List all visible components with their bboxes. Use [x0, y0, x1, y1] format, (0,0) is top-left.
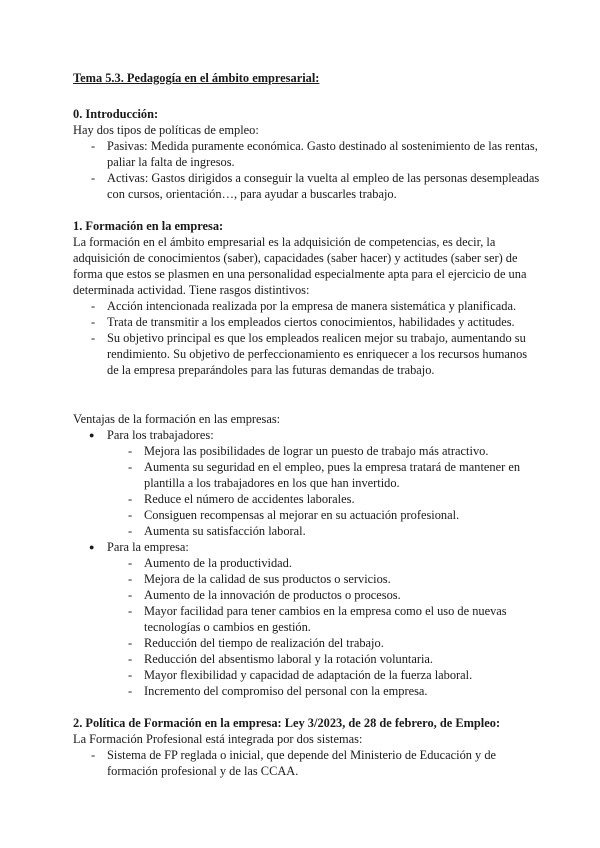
list-item: - Trata de transmitir a los empleados ciertos conocimientos, habilidades y actitudes.	[73, 314, 540, 330]
section-title: 0. Introducción:	[73, 107, 159, 121]
list-item: - Reducción del absentismo laboral y la rotación voluntaria.	[73, 651, 540, 667]
dash-list	[73, 138, 540, 202]
section-introduccion	[73, 106, 540, 202]
list-item: - Sistema de FP reglada o inicial, que depende del Ministerio de Educación y de formación profesional y de las CCAA.	[73, 747, 540, 779]
paragraph: Ventajas de la formación en las empresas:	[73, 412, 281, 426]
spacer	[73, 202, 540, 218]
list-item: - Aumento de la productividad.	[73, 555, 540, 571]
list-item: - Mayor facilidad para tener cambios en la empresa como el uso de nuevas tecnologías o cambios en gestión.	[73, 603, 540, 635]
paragraph: La formación en el ámbito empresarial es la adquisición de competencias, es decir, la adquisición de conocimientos (saber), capacidades (saber hacer) y actitudes (saber ser) de forma que estos se plasmen en una personalidad especialmente apta para el ejercicio de una determinada actividad. Tiene rasgos distintivos:	[73, 235, 527, 297]
list-item: - Consiguen recompensas al mejorar en su actuación profesional.	[73, 507, 540, 523]
list-item: - Mayor flexibilidad y capacidad de adaptación de la fuerza laboral.	[73, 667, 540, 683]
list-item: - Acción intencionada realizada por la empresa de manera sistemática y planificada.	[73, 298, 540, 314]
list-item: - Aumenta su seguridad en el empleo, pues la empresa tratará de mantener en plantilla a los trabajadores en los que han invertido.	[73, 459, 540, 491]
document-title: Tema 5.3. Pedagogía en el ámbito empresarial:	[73, 71, 320, 85]
section-politica-formacion	[73, 715, 540, 779]
list-item: - Aumento de la innovación de productos o procesos.	[73, 587, 540, 603]
bullet-label: Para la empresa:	[107, 540, 189, 554]
list-item: - Aumenta su satisfacción laboral.	[73, 523, 540, 539]
bullet-label: Para los trabajadores:	[107, 428, 214, 442]
list-item: - Mejora de la calidad de sus productos o servicios.	[73, 571, 540, 587]
list-item: - Incremento del compromiso del personal con la empresa.	[73, 683, 540, 699]
spacer	[73, 378, 540, 394]
list-item: - Reduce el número de accidentes laborales.	[73, 491, 540, 507]
bullet-list	[73, 427, 540, 443]
section-formacion	[73, 218, 540, 699]
section-title: 2. Política de Formación en la empresa: Ley 3/2023, de 28 de febrero, de Empleo:	[73, 716, 501, 730]
list-item: - Reducción del tiempo de realización del trabajo.	[73, 635, 540, 651]
bullet-item	[73, 427, 540, 443]
sub-list	[73, 555, 540, 699]
bullet-item	[73, 539, 540, 555]
dash-list	[73, 298, 540, 378]
paragraph: Hay dos tipos de políticas de empleo:	[73, 123, 259, 137]
section-title: 1. Formación en la empresa:	[73, 219, 224, 233]
list-item: - Pasivas: Medida puramente económica. Gasto destinado al sostenimiento de las rentas, paliar la falta de ingresos.	[73, 138, 540, 170]
list-item: - Mejora las posibilidades de lograr un puesto de trabajo más atractivo.	[73, 443, 540, 459]
paragraph: La Formación Profesional está integrada por dos sistemas:	[73, 732, 363, 746]
spacer	[73, 699, 540, 715]
spacer	[73, 394, 540, 411]
bullet-list	[73, 539, 540, 555]
list-item: - Su objetivo principal es que los empleados realicen mejor su trabajo, aumentando su rendimiento. Su objetivo de perfeccionamiento es enriquecer a los recursos humanos de la empresa preparándoles para las futuras demandas de trabajo.	[73, 330, 540, 378]
sub-list	[73, 443, 540, 539]
list-item: - Activas: Gastos dirigidos a conseguir la vuelta al empleo de las personas desempleadas con cursos, orientación…, para ayudar a buscarles trabajo.	[73, 170, 540, 202]
dash-list	[73, 747, 540, 779]
